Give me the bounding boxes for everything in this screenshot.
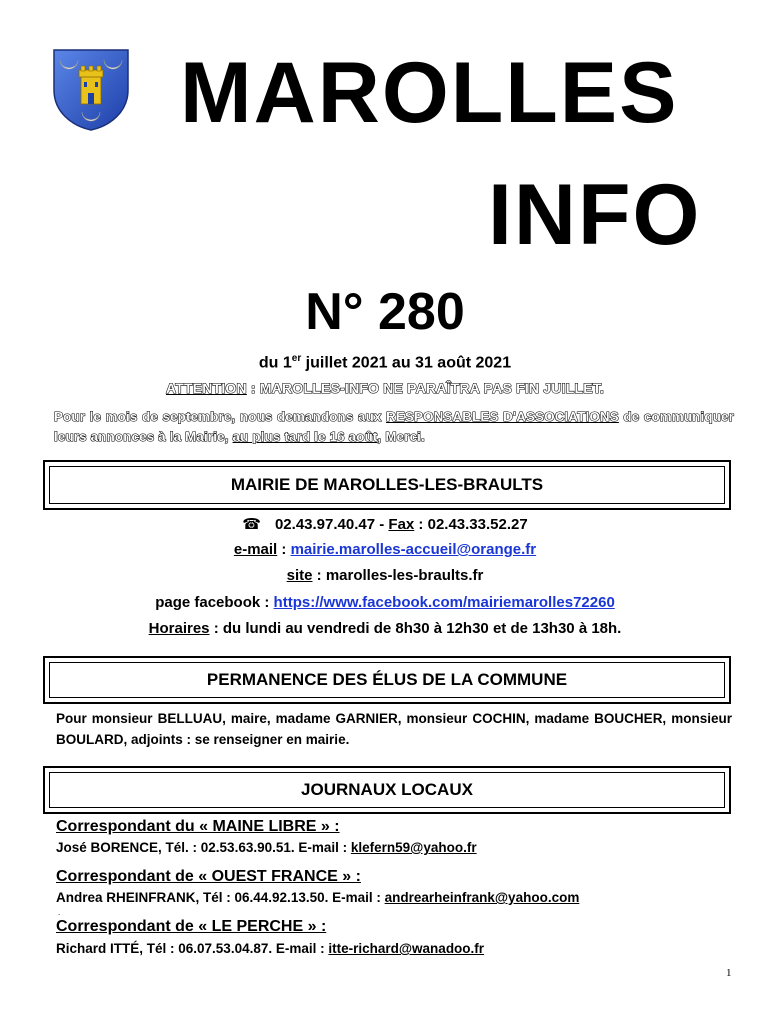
facebook-link[interactable]: https://www.facebook.com/mairiemarolles72260 [273,594,615,611]
correspondant-ouest-france-contact: Andrea RHEINFRANK, Tél : 06.44.92.13.50. E-mail : andrearheinfrank@yahoo.com [56,890,580,905]
hours-line: Horaires : du lundi au vendredi de 8h30 à 12h30 et de 13h30 à 18h. [148,620,622,637]
permanence-heading: PERMANENCE DES ÉLUS DE LA COMMUNE [49,662,725,698]
facebook-line: page facebook : https://www.facebook.com/mairiemarolles72260 [155,594,615,611]
telephone-icon: ☎ [242,515,261,533]
coat-of-arms-icon [50,46,132,132]
associations-link: RESPONSABLES D'ASSOCIATIONS [386,409,619,424]
issue-dates: du 1er juillet 2021 au 31 août 2021 [258,353,512,372]
attention-label: ATTENTION [165,380,247,396]
site-line: site : marolles-les-braults.fr [286,567,484,584]
correspondant-le-perche-contact: Richard ITTÉ, Tél : 06.07.53.04.87. E-mail : itte-richard@wanadoo.fr [56,941,485,956]
attention-line: ATTENTION : MAROLLES-INFO NE PARAÎTRA PAS FIN JUILLET. [165,380,605,396]
email-line: e-mail : mairie.marolles-accueil@orange.fr [233,541,537,558]
maine-libre-email-link[interactable]: klefern59@yahoo.fr [350,840,477,855]
correspondant-ouest-france-heading: Correspondant de « OUEST FRANCE » : [56,868,361,885]
journaux-heading-box [43,766,731,814]
mairie-heading: MAIRIE DE MAROLLES-LES-BRAULTS [49,466,725,504]
issue-number: N° 280 [305,283,465,341]
september-notice: Pour le mois de septembre, nous demandons aux RESPONSABLES D'ASSOCIATIONS de communiquer leurs annonces à la Mairie, au plus tard le 16 août, Merci. [54,409,734,444]
correspondant-maine-libre-heading: Correspondant du « MAINE LIBRE » : [56,818,340,835]
le-perche-email-link[interactable]: itte-richard@wanadoo.fr [328,941,485,956]
title-marolles: MAROLLES [180,45,679,141]
journaux-heading: JOURNAUX LOCAUX [49,772,725,808]
permanence-heading-box [43,656,731,704]
deadline: au plus tard le 16 août [232,429,378,444]
phone-line: ☎ 02.43.97.40.47 - Fax : 02.43.33.52.27 [242,515,528,533]
stray-mark: . [58,908,61,917]
permanence-text: Pour monsieur BELLUAU, maire, madame GARNIER, monsieur COCHIN, madame BOUCHER, monsieur BOULARD, adjoints : se renseigner en mairie. [56,711,732,747]
ouest-france-email-link[interactable]: andrearheinfrank@yahoo.com [384,890,580,905]
page-number: 1 [726,967,732,979]
correspondant-maine-libre-contact: José BORENCE, Tél. : 02.53.63.90.51. E-mail : klefern59@yahoo.fr [56,840,477,855]
mairie-heading-box [43,460,731,510]
correspondant-le-perche-heading: Correspondant de « LE PERCHE » : [56,918,327,935]
title-info: INFO [488,167,702,263]
mairie-email-link[interactable]: mairie.marolles-accueil@orange.fr [290,541,537,558]
